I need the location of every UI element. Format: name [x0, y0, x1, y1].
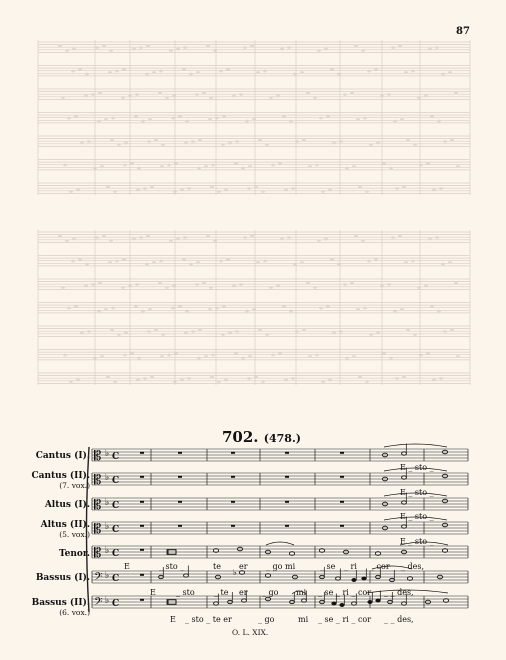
rest: [340, 476, 344, 478]
lyric-tenor-syllable: _ des,: [401, 562, 425, 571]
piece-reference: (478.): [263, 432, 301, 445]
lyric-bassus-1-syllable: _ sto: [176, 588, 195, 597]
voice-subtitle: (7. vox.): [59, 481, 90, 490]
lyric-bassus-1-syllable: _ se _ ri _ cor: [318, 588, 372, 597]
flat-key-signature: ♭: [105, 571, 110, 581]
minim-note: [184, 574, 189, 577]
lyric-cantus-2: E _ sto _: [400, 488, 434, 497]
crotchet-note: [376, 599, 381, 602]
lyric-tenor-syllable: E: [124, 562, 130, 571]
source-reference: O. L. XIX.: [232, 628, 269, 637]
lyric-bassus-2-syllable: E: [170, 615, 176, 624]
c-clef: 𝄡: [94, 546, 102, 561]
voice-name: Cantus (I).: [35, 451, 90, 461]
system-brace: [87, 447, 90, 612]
c-clef: 𝄡: [94, 449, 102, 464]
minim-note: [352, 602, 357, 605]
lyric-bassus-2-syllable: _ se _ ri _ cor: [318, 615, 372, 624]
minim-note: [402, 602, 407, 605]
slur: [266, 542, 294, 545]
slur: [384, 444, 447, 447]
rest: [140, 501, 144, 503]
rest: [285, 452, 289, 454]
time-signature: C: [112, 452, 120, 462]
voice-name: Tenor.: [59, 549, 90, 559]
page-number: 87: [456, 26, 470, 37]
lyric-cantus-1: E _ sto _: [400, 463, 434, 472]
clefs: [94, 448, 119, 611]
rest: [231, 501, 235, 503]
rest: [340, 501, 344, 503]
minim-note: [336, 577, 341, 580]
rest: [285, 501, 289, 503]
lyric-bassus-2-syllable: mi: [298, 615, 309, 624]
crotchet-note: [340, 603, 345, 606]
rest: [140, 599, 144, 601]
minim-note: [402, 525, 407, 528]
rest: [340, 525, 344, 527]
flat-key-signature: ♭: [105, 522, 110, 532]
lyric-tenor-syllable: er: [239, 562, 248, 571]
rest: [178, 525, 182, 527]
lyric-tenor-syllable: _ cor: [370, 562, 390, 571]
flat-accidental: ♭: [233, 568, 237, 577]
f-clef: 𝄢: [94, 571, 103, 586]
crotchet-note: [352, 578, 357, 581]
lyric-altus-1: E _ sto _: [400, 512, 434, 521]
time-signature: C: [112, 599, 120, 609]
voice-subtitle: (6. vox.): [59, 608, 90, 617]
lyric-bassus-2-syllable: _ _ des,: [384, 615, 414, 624]
lyric-bassus-2-syllable: _ sto _ te er: [185, 615, 232, 624]
rest: [285, 476, 289, 478]
lyric-bassus-1-syllable: _ te: [214, 588, 229, 597]
minim-note: [214, 602, 219, 605]
lyric-bassus-1-syllable: E: [150, 588, 156, 597]
rest: [285, 525, 289, 527]
flat-key-signature: ♭: [105, 546, 110, 556]
time-signature: C: [112, 574, 120, 584]
voice-name: Cantus (II).: [31, 471, 90, 481]
f-clef: 𝄢: [94, 596, 103, 611]
rest: [231, 525, 235, 527]
rest: [140, 549, 144, 551]
rest: [140, 476, 144, 478]
lyric-tenor-syllable: _ se: [320, 562, 336, 571]
minim-note: [402, 452, 407, 455]
flat-key-signature: ♭: [105, 473, 110, 483]
time-signature: C: [112, 525, 120, 535]
time-signature: C: [112, 549, 120, 559]
rest: [140, 574, 144, 576]
minim-note: [402, 476, 407, 479]
lyric-tenor-syllable: _ go mi: [266, 562, 296, 571]
rest: [178, 452, 182, 454]
rest: [340, 452, 344, 454]
lyric-tenor-syllable: _ sto _: [159, 562, 185, 571]
minim-note: [242, 599, 247, 602]
crotchet-note: [332, 602, 337, 605]
flat-key-signature: ♭: [105, 449, 110, 459]
rest: [231, 476, 235, 478]
rest: [140, 525, 144, 527]
rest: [178, 501, 182, 503]
lyric-bassus-1-syllable: _ _ des,: [384, 588, 414, 597]
voice-name: Bassus (II).: [31, 598, 90, 608]
time-signature: C: [112, 476, 120, 486]
lyric-altus-2: E _ sto _: [400, 537, 434, 546]
lyric-tenor-syllable: _ ri: [344, 562, 357, 571]
c-clef: 𝄡: [94, 498, 102, 513]
minim-note: [402, 501, 407, 504]
voice-name: Bassus (I).: [35, 573, 90, 583]
lyric-bassus-1-syllable: _ go: [262, 588, 279, 597]
rest: [231, 452, 235, 454]
voice-name: Altus (I).: [44, 500, 90, 510]
voice-subtitle: (5. vox.): [59, 530, 90, 539]
voice-name: Altus (II).: [40, 520, 90, 530]
lyric-bassus-1-syllable: er: [239, 588, 248, 597]
c-clef: 𝄡: [94, 473, 102, 488]
time-signature: C: [112, 501, 120, 511]
piece-number: 702.: [222, 428, 259, 446]
lyric-tenor-syllable: te: [213, 562, 221, 571]
rest: [140, 452, 144, 454]
crotchet-note: [368, 600, 373, 603]
lyric-bassus-2-syllable: _ go: [258, 615, 275, 624]
crotchet-note: [362, 577, 367, 580]
lyric-bassus-1-syllable: mi: [296, 588, 307, 597]
c-clef: 𝄡: [94, 522, 102, 537]
flat-key-signature: ♭: [105, 498, 110, 508]
rest: [178, 476, 182, 478]
minim-note: [302, 599, 307, 602]
flat-key-signature: ♭: [105, 596, 110, 606]
